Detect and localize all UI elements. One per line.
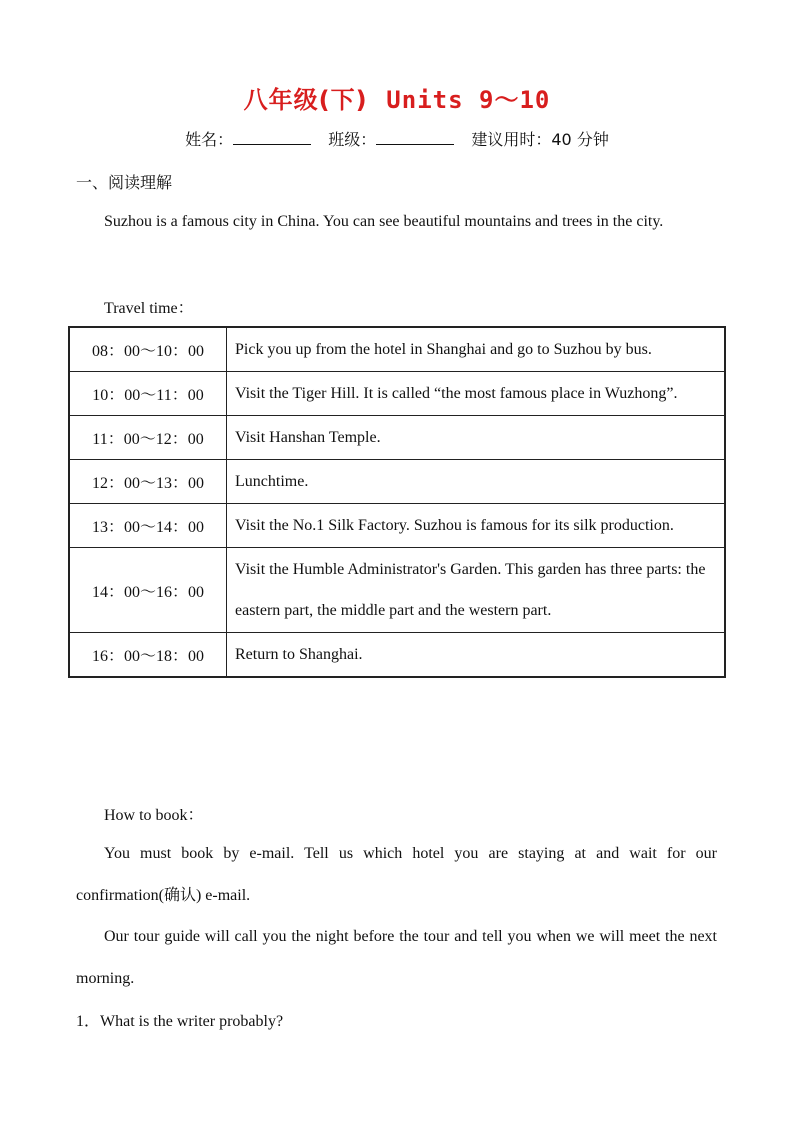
name-blank[interactable] [233,130,311,145]
schedule-activity: Visit the No.1 Silk Factory. Suzhou is famous for its silk production. [227,504,726,548]
schedule-activity: Lunchtime. [227,460,726,504]
schedule-time: 12：00～13：00 [69,460,227,504]
class-label: 班级： [328,130,377,149]
student-info-line [0,127,794,150]
schedule-time: 08：00～10：00 [69,327,227,372]
section-title: 一、阅读理解 [76,173,173,192]
suggested-time: 建议用时：40 分钟 [471,130,609,149]
schedule-row [69,327,725,372]
schedule-row [69,416,725,460]
schedule-time: 13：00～14：00 [69,504,227,548]
tour-guide-paragraph: Our tour guide will call you the night before the tour and tell you when we will meet the next morning. [76,928,717,987]
schedule-time: 16：00～18：00 [69,633,227,678]
booking-paragraph: You must book by e-mail. Tell us which hotel you are staying at and wait for our confirmation(确认) e-mail. [76,845,717,904]
schedule-row [69,372,725,416]
schedule-activity: Visit Hanshan Temple. [227,416,726,460]
schedule-body [69,327,725,677]
class-blank[interactable] [376,130,454,145]
title-units: Units 9～10 [386,86,551,114]
schedule-activity: Visit the Tiger Hill. It is called “the most famous place in Wuzhong”. [227,372,726,416]
travel-time-label: Travel time： [104,300,194,317]
schedule-activity: Visit the Humble Administrator's Garden. This garden has three parts: the eastern part, the middle part and the western part. [227,548,726,633]
schedule-row [69,504,725,548]
schedule-row [69,548,725,633]
schedule-row [69,633,725,678]
title-grade: 八年级(下) [243,86,368,114]
question-1: 1．What is the writer probably? [76,1013,284,1030]
schedule-time: 14：00～16：00 [69,548,227,633]
how-to-book-label: How to book： [104,807,204,824]
name-label: 姓名： [185,130,234,149]
intro-paragraph: Suzhou is a famous city in China. You can see beautiful mountains and trees in the city. [104,213,664,230]
schedule-table [68,326,726,678]
schedule-time: 10：00～11：00 [69,372,227,416]
schedule-time: 11：00～12：00 [69,416,227,460]
schedule-activity: Pick you up from the hotel in Shanghai and go to Suzhou by bus. [227,327,726,372]
page-title [0,80,794,115]
schedule-activity: Return to Shanghai. [227,633,726,678]
schedule-row [69,460,725,504]
